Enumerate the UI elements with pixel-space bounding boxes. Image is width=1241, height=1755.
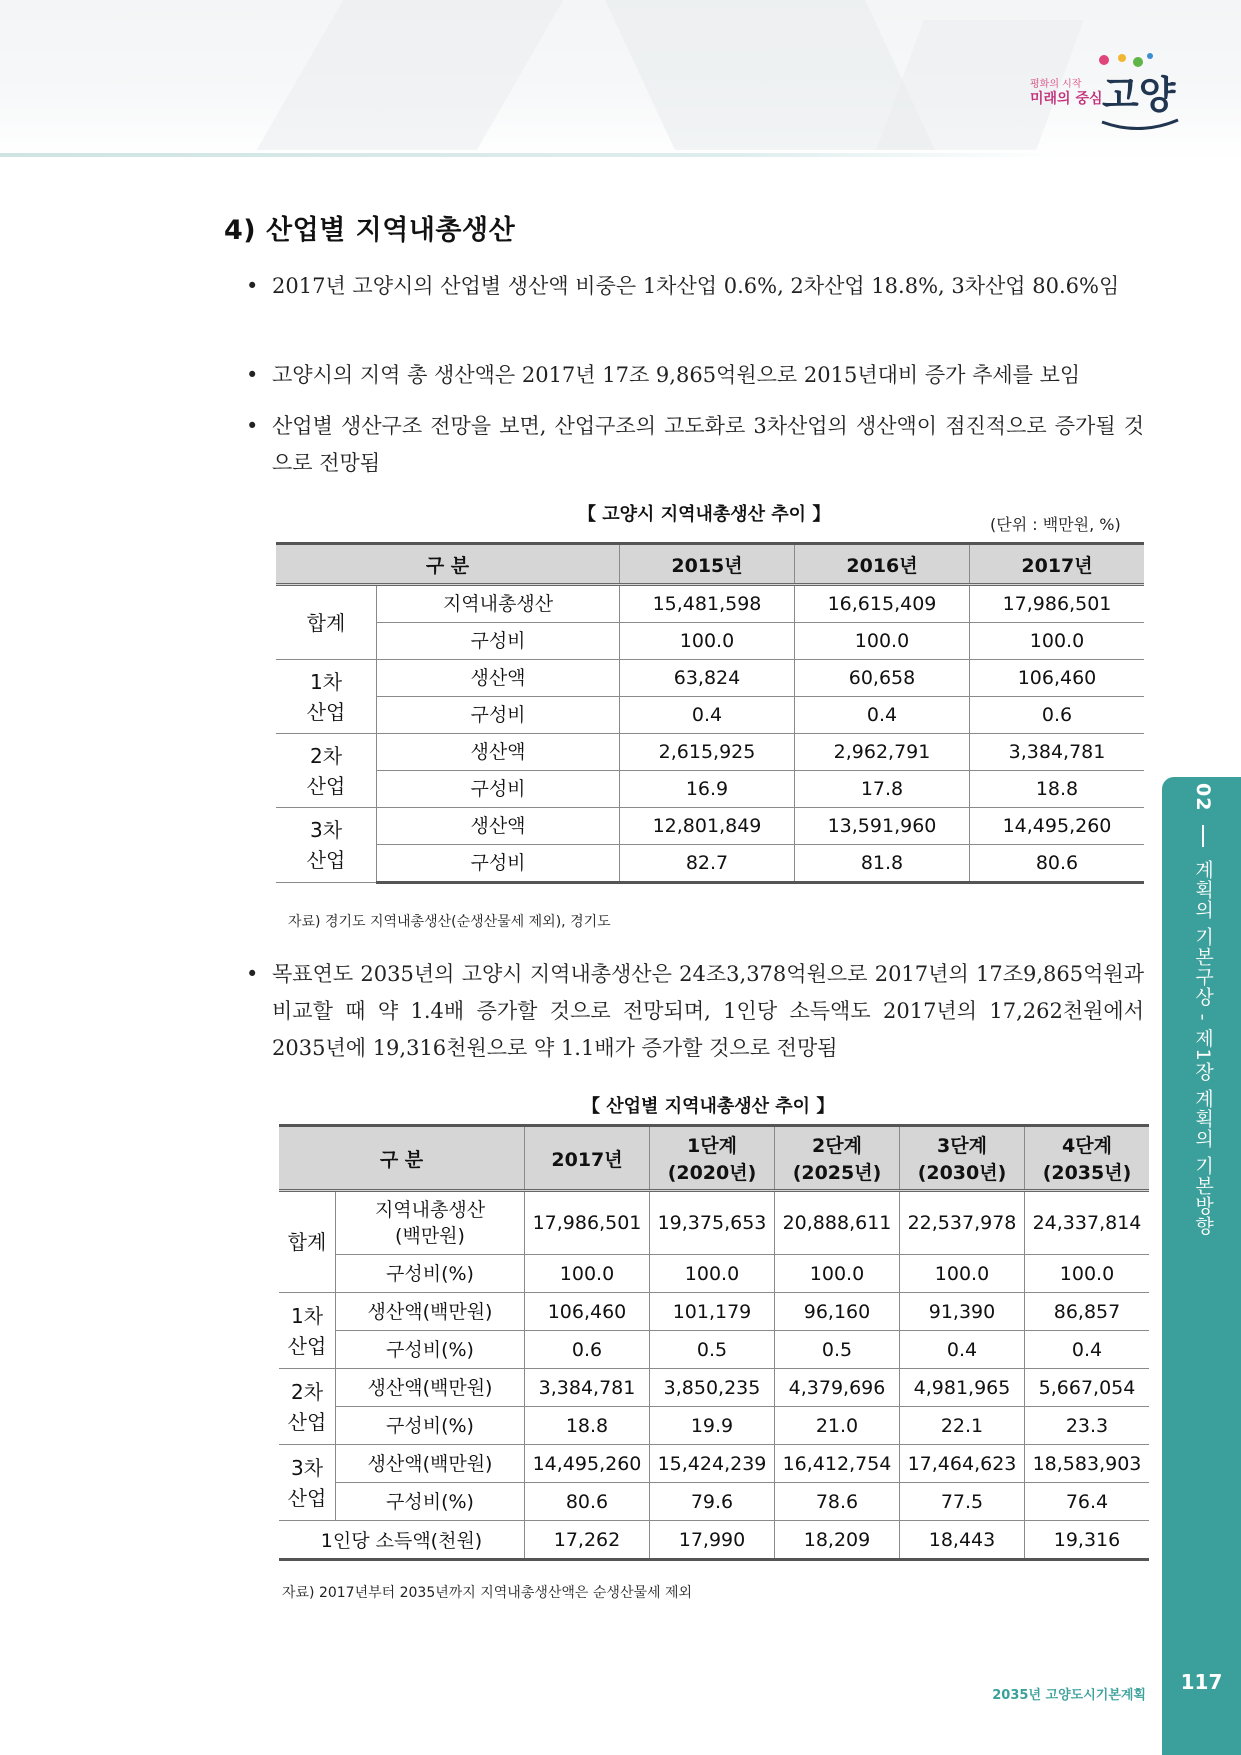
row-item-label: 생산액(백만원) — [336, 1293, 525, 1331]
header-period: 2단계 (2025년) — [775, 1126, 900, 1191]
table-cell-value: 16,615,409 — [795, 585, 970, 623]
table-row — [279, 1521, 1149, 1560]
chapter-title: 계획의 기본구상 - 제1장 계획의 기본방향 — [1192, 859, 1214, 1236]
table-row — [279, 1483, 1149, 1521]
table-cell-value: 100.0 — [900, 1255, 1025, 1293]
table-cell-value: 0.5 — [775, 1331, 900, 1369]
logo-slogan — [1030, 78, 1103, 108]
table-cell-value: 100.0 — [1025, 1255, 1150, 1293]
table-cell-value: 22,537,978 — [900, 1191, 1025, 1255]
table-cell-value: 17,262 — [525, 1521, 650, 1560]
logo-swoosh-icon — [1100, 118, 1180, 134]
row-group-label: 2차 산업 — [279, 1369, 336, 1445]
table-cell-value: 17,986,501 — [525, 1191, 650, 1255]
chapter-number: 02 — [1192, 783, 1214, 812]
bullet-text: • 산업별 생산구조 전망을 보면, 산업구조의 고도화로 3차산업의 생산액이 점진적으로 증가될 것으로 전망됨 — [272, 408, 1144, 482]
header-period: 1단계 (2020년) — [650, 1126, 775, 1191]
table-source: 자료) 2017년부터 2035년까지 지역내총생산액은 순생산물세 제외 — [282, 1585, 693, 1601]
slogan-line1: 평화의 시작 — [1030, 79, 1082, 90]
row-item-label: 구성비 — [377, 623, 620, 660]
table-row — [276, 585, 1144, 623]
table-cell-value: 77.5 — [900, 1483, 1025, 1521]
table-cell-value: 16,412,754 — [775, 1445, 900, 1483]
table-row — [279, 1445, 1149, 1483]
table-cell-value: 14,495,260 — [970, 808, 1145, 845]
row-item-label: 생산액 — [377, 660, 620, 697]
header-period: 2017년 — [525, 1126, 650, 1191]
table-cell-value: 20,888,611 — [775, 1191, 900, 1255]
table-cell-value: 19,316 — [1025, 1521, 1150, 1560]
bullet-text: • 고양시의 지역 총 생산액은 2017년 17조 9,865억원으로 2015년대비 증가 추세를 보임 — [272, 357, 1144, 394]
table-cell-value: 106,460 — [970, 660, 1145, 697]
table-cell-value: 18,209 — [775, 1521, 900, 1560]
row-group-label: 3차 산업 — [279, 1445, 336, 1521]
bullet-text: • 목표연도 2035년의 고양시 지역내총생산은 24조3,378억원으로 2017년의 17조9,865억원과 비교할 때 약 1.4배 증가할 것으로 전망되며, 1인당 소득액도 2017년의 17,262천원에서 2035년에 19,316천원으로 약 1.1배가 증가할 것으로 전망됨 — [272, 956, 1144, 1067]
table-cell-value: 82.7 — [620, 845, 795, 883]
table-cell-value: 17,990 — [650, 1521, 775, 1560]
table-cell-value: 0.4 — [900, 1331, 1025, 1369]
table-cell-value: 86,857 — [1025, 1293, 1150, 1331]
table-cell-value: 3,850,235 — [650, 1369, 775, 1407]
section-title: 4) 산업별 지역내총생산 — [224, 215, 516, 246]
row-item-label: 구성비(%) — [336, 1255, 525, 1293]
table-cell-value: 0.4 — [1025, 1331, 1150, 1369]
table-cell-value: 2,615,925 — [620, 734, 795, 771]
header-period: 4단계 (2035년) — [1025, 1126, 1150, 1191]
row-item-label: 구성비 — [377, 697, 620, 734]
row-item-label: 1인당 소득액(천원) — [279, 1521, 525, 1560]
row-item-label: 구성비(%) — [336, 1331, 525, 1369]
table-cell-value: 80.6 — [970, 845, 1145, 883]
row-item-label: 생산액(백만원) — [336, 1369, 525, 1407]
table-cell-value: 15,481,598 — [620, 585, 795, 623]
row-item-label: 지역내총생산 — [377, 585, 620, 623]
table-cell-value: 18.8 — [970, 771, 1145, 808]
table-cell-value: 15,424,239 — [650, 1445, 775, 1483]
row-group-label: 3차 산업 — [276, 808, 377, 883]
table-row — [279, 1331, 1149, 1369]
gdp-trend-table — [276, 542, 1144, 884]
table-cell-value: 24,337,814 — [1025, 1191, 1150, 1255]
table-cell-value: 12,801,849 — [620, 808, 795, 845]
header-category: 구 분 — [276, 544, 620, 585]
table-row — [279, 1191, 1149, 1255]
table-cell-value: 18,443 — [900, 1521, 1025, 1560]
table-cell-value: 106,460 — [525, 1293, 650, 1331]
table-cell-value: 21.0 — [775, 1407, 900, 1445]
table-cell-value: 19.9 — [650, 1407, 775, 1445]
header-category: 구 분 — [279, 1126, 525, 1191]
table-cell-value: 0.4 — [795, 697, 970, 734]
table-cell-value: 96,160 — [775, 1293, 900, 1331]
table-cell-value: 79.6 — [650, 1483, 775, 1521]
header-divider — [0, 153, 1060, 157]
table-row — [276, 697, 1144, 734]
table-unit: (단위 : 백만원, %) — [990, 515, 1121, 534]
table-cell-value: 17.8 — [795, 771, 970, 808]
table-cell-value: 100.0 — [650, 1255, 775, 1293]
header-period: 3단계 (2030년) — [900, 1126, 1025, 1191]
row-group-label: 2차 산업 — [276, 734, 377, 808]
table-cell-value: 14,495,260 — [525, 1445, 650, 1483]
table-cell-value: 2,962,791 — [795, 734, 970, 771]
table-row — [279, 1255, 1149, 1293]
table-cell-value: 17,986,501 — [970, 585, 1145, 623]
table-row — [276, 623, 1144, 660]
table-cell-value: 3,384,781 — [525, 1369, 650, 1407]
row-item-label: 구성비(%) — [336, 1407, 525, 1445]
table-cell-value: 4,981,965 — [900, 1369, 1025, 1407]
table-cell-value: 18.8 — [525, 1407, 650, 1445]
header-period: 2015년 — [620, 544, 795, 585]
row-group-label: 합계 — [279, 1191, 336, 1293]
table-cell-value: 91,390 — [900, 1293, 1025, 1331]
table-row — [276, 660, 1144, 697]
table-cell-value: 4,379,696 — [775, 1369, 900, 1407]
table-title: 【 고양시 지역내총생산 추이 】 — [578, 504, 831, 525]
table-row — [276, 771, 1144, 808]
table-cell-value: 19,375,653 — [650, 1191, 775, 1255]
table-cell-value: 23.3 — [1025, 1407, 1150, 1445]
header-period: 2017년 — [970, 544, 1145, 585]
table-cell-value: 0.6 — [970, 697, 1145, 734]
row-item-label: 구성비(%) — [336, 1483, 525, 1521]
table-cell-value: 3,384,781 — [970, 734, 1145, 771]
table-source: 자료) 경기도 지역내총생산(순생산물세 제외), 경기도 — [288, 914, 611, 930]
table-row — [276, 734, 1144, 771]
chapter-side-label — [1190, 783, 1217, 1236]
table-cell-value: 63,824 — [620, 660, 795, 697]
table-cell-value: 0.4 — [620, 697, 795, 734]
table-cell-value: 5,667,054 — [1025, 1369, 1150, 1407]
row-item-label: 구성비 — [377, 845, 620, 883]
table-row — [279, 1407, 1149, 1445]
row-item-label: 생산액 — [377, 808, 620, 845]
table-cell-value: 81.8 — [795, 845, 970, 883]
table-cell-value: 100.0 — [525, 1255, 650, 1293]
row-item-label: 생산액 — [377, 734, 620, 771]
table-row — [279, 1293, 1149, 1331]
chapter-divider — [1202, 825, 1204, 847]
row-group-label: 1차 산업 — [279, 1293, 336, 1369]
table-cell-value: 0.6 — [525, 1331, 650, 1369]
table-cell-value: 100.0 — [795, 623, 970, 660]
logo-wordmark: 고양 — [1102, 73, 1176, 117]
table-row — [276, 845, 1144, 883]
row-item-label: 생산액(백만원) — [336, 1445, 525, 1483]
table-cell-value: 80.6 — [525, 1483, 650, 1521]
table-cell-value: 100.0 — [970, 623, 1145, 660]
industry-gdp-projection-table — [279, 1124, 1149, 1561]
table-cell-value: 78.6 — [775, 1483, 900, 1521]
table-cell-value: 101,179 — [650, 1293, 775, 1331]
table-cell-value: 13,591,960 — [795, 808, 970, 845]
page-number: 117 — [1180, 1670, 1223, 1694]
row-group-label: 합계 — [276, 585, 377, 660]
row-item-label: 구성비 — [377, 771, 620, 808]
table-cell-value: 76.4 — [1025, 1483, 1150, 1521]
table-row — [279, 1369, 1149, 1407]
table-cell-value: 100.0 — [775, 1255, 900, 1293]
table-cell-value: 16.9 — [620, 771, 795, 808]
table-title: 【 산업별 지역내총생산 추이 】 — [582, 1096, 835, 1117]
table-cell-value: 60,658 — [795, 660, 970, 697]
row-item-label: 지역내총생산 (백만원) — [336, 1191, 525, 1255]
footer-doc-title: 2035년 고양도시기본계획 — [992, 1688, 1146, 1703]
chapter-side-tab — [1162, 777, 1241, 1755]
bullet-text: • 2017년 고양시의 산업별 생산액 비중은 1차산업 0.6%, 2차산업 18.8%, 3차산업 80.6%임 — [272, 268, 1144, 305]
row-group-label: 1차 산업 — [276, 660, 377, 734]
table-cell-value: 100.0 — [620, 623, 795, 660]
header-period: 2016년 — [795, 544, 970, 585]
table-cell-value: 0.5 — [650, 1331, 775, 1369]
table-cell-value: 22.1 — [900, 1407, 1025, 1445]
table-header-row — [276, 544, 1144, 585]
table-header-row — [279, 1126, 1149, 1191]
table-cell-value: 18,583,903 — [1025, 1445, 1150, 1483]
table-cell-value: 17,464,623 — [900, 1445, 1025, 1483]
table-row — [276, 808, 1144, 845]
goyang-city-logo — [1030, 50, 1180, 134]
slogan-line2: 미래의 중심 — [1030, 91, 1103, 107]
